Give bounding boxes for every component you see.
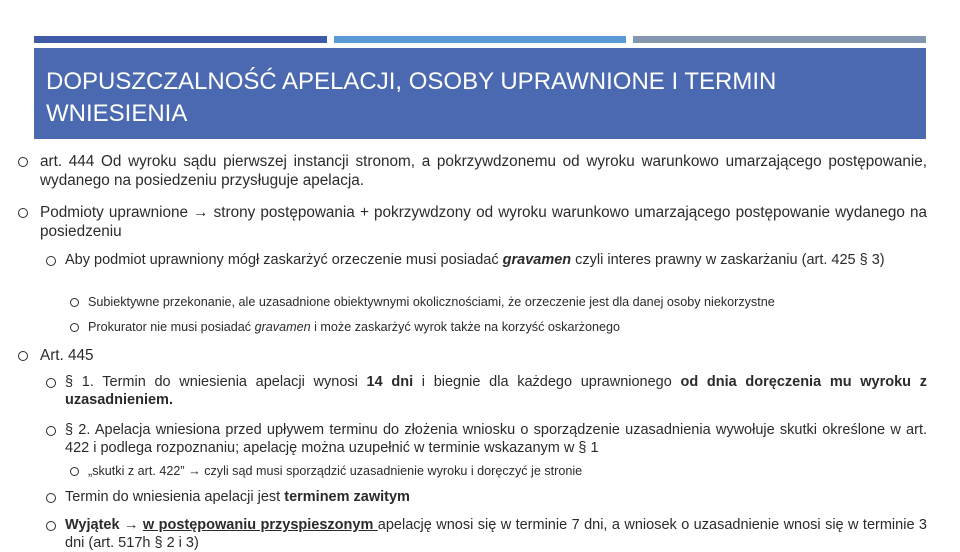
wyjatek-text: apelację wnosi się w terminie 7 dni, a wniosek o uzasadnienie wnosi się w terminie 3 dni (art. 517h § 2 i 3) (65, 517, 928, 551)
arrow-right-icon: → (123, 517, 139, 533)
item-art444: art. 444 Od wyroku sądu pierwszej instancji stronom, a pokrzywdzonemu od wyroku warunkowo umarzającego postępowanie, wydanego na posiedzeniu przysługuje apelacja. (40, 153, 927, 189)
arrow-right-icon: → (193, 204, 209, 221)
bullet-icon (18, 351, 28, 361)
termin1-days: 14 dni (366, 374, 414, 390)
bullet-icon (18, 157, 28, 167)
accent-bar-right (633, 36, 926, 43)
bullet-icon (46, 521, 56, 531)
slide-title: DOPUSZCZALNOŚĆ APELACJI, OSOBY UPRAWNIONE I TERMIN WNIESIENIA (46, 68, 777, 127)
wyjatek-underlined-term: w postępowaniu przyspieszonym (142, 517, 378, 533)
gravamen-text-after: czyli interes prawny w zaskarżaniu (art. 425 § 3) (571, 252, 885, 268)
bullet-icon (70, 467, 79, 476)
accent-bar-middle (334, 36, 626, 43)
wyjatek-label: Wyjątek (65, 517, 120, 533)
accent-bar-left (34, 36, 327, 43)
item-skutki (88, 463, 927, 479)
bullet-icon (70, 298, 79, 307)
arrow-right-icon: → (188, 464, 201, 478)
podmioty-text: strony postępowania + pokrzywdzony od wyroku warunkowo umarzającego postępowanie wydanego na posiedzeniu (40, 204, 928, 240)
bullet-icon (46, 378, 56, 388)
bullet-icon (46, 256, 56, 266)
item-prokurator (88, 319, 927, 335)
item-podmioty (40, 203, 927, 241)
item-termin-1 (65, 373, 927, 409)
prokurator-term: gravamen (254, 320, 311, 334)
zawity-term: terminem zawitym (284, 489, 410, 505)
termin1-text-before: § 1. Termin do wniesienia apelacji wynosi (65, 374, 367, 390)
prokurator-text-after: i może zaskarżyć wyrok także na korzyść oskarżonego (310, 320, 620, 334)
bullet-icon (46, 426, 56, 436)
prokurator-text-before: Prokurator nie musi posiadać (88, 320, 255, 334)
item-gravamen (65, 251, 927, 269)
item-subiektywne: Subiektywne przekonanie, ale uzasadnione obiektywnymi okolicznościami, że orzeczenie jest dla danej osoby niekorzystne (88, 295, 775, 309)
podmioty-label: Podmioty uprawnione (40, 204, 188, 221)
bullet-icon (70, 323, 79, 332)
item-termin-2: § 2. Apelacja wniesiona przed upływem terminu do złożenia wniosku o sporządzenie uzasadnienia wywołuje skutki określone w art. 422 i podlega rozpoznaniu; apelację można uzupełnić w terminie wskazanym w § 1 (65, 422, 927, 456)
item-art445: Art. 445 (40, 347, 94, 364)
slide-content (0, 152, 960, 551)
item-termin-zawity (65, 488, 927, 506)
skutki-text: czyli sąd musi sporządzić uzasadnienie wyroku i doręczyć je stronie (204, 464, 583, 478)
skutki-quote: „skutki z art. 422” (88, 464, 185, 478)
bullet-icon (18, 208, 28, 218)
gravamen-text-before: Aby podmiot uprawniony mógł zaskarżyć orzeczenie musi posiadać (65, 252, 503, 268)
termin1-text-middle: i biegnie dla każdego uprawnionego (413, 374, 681, 390)
gravamen-term: gravamen (502, 252, 572, 268)
zawity-text: Termin do wniesienia apelacji jest (65, 489, 285, 505)
item-wyjatek (65, 516, 927, 552)
bullet-icon (46, 493, 56, 503)
title-banner (34, 48, 926, 139)
termin1-from-delivery: od dnia doręczenia mu wyroku z uzasadnieniem. (65, 374, 927, 408)
